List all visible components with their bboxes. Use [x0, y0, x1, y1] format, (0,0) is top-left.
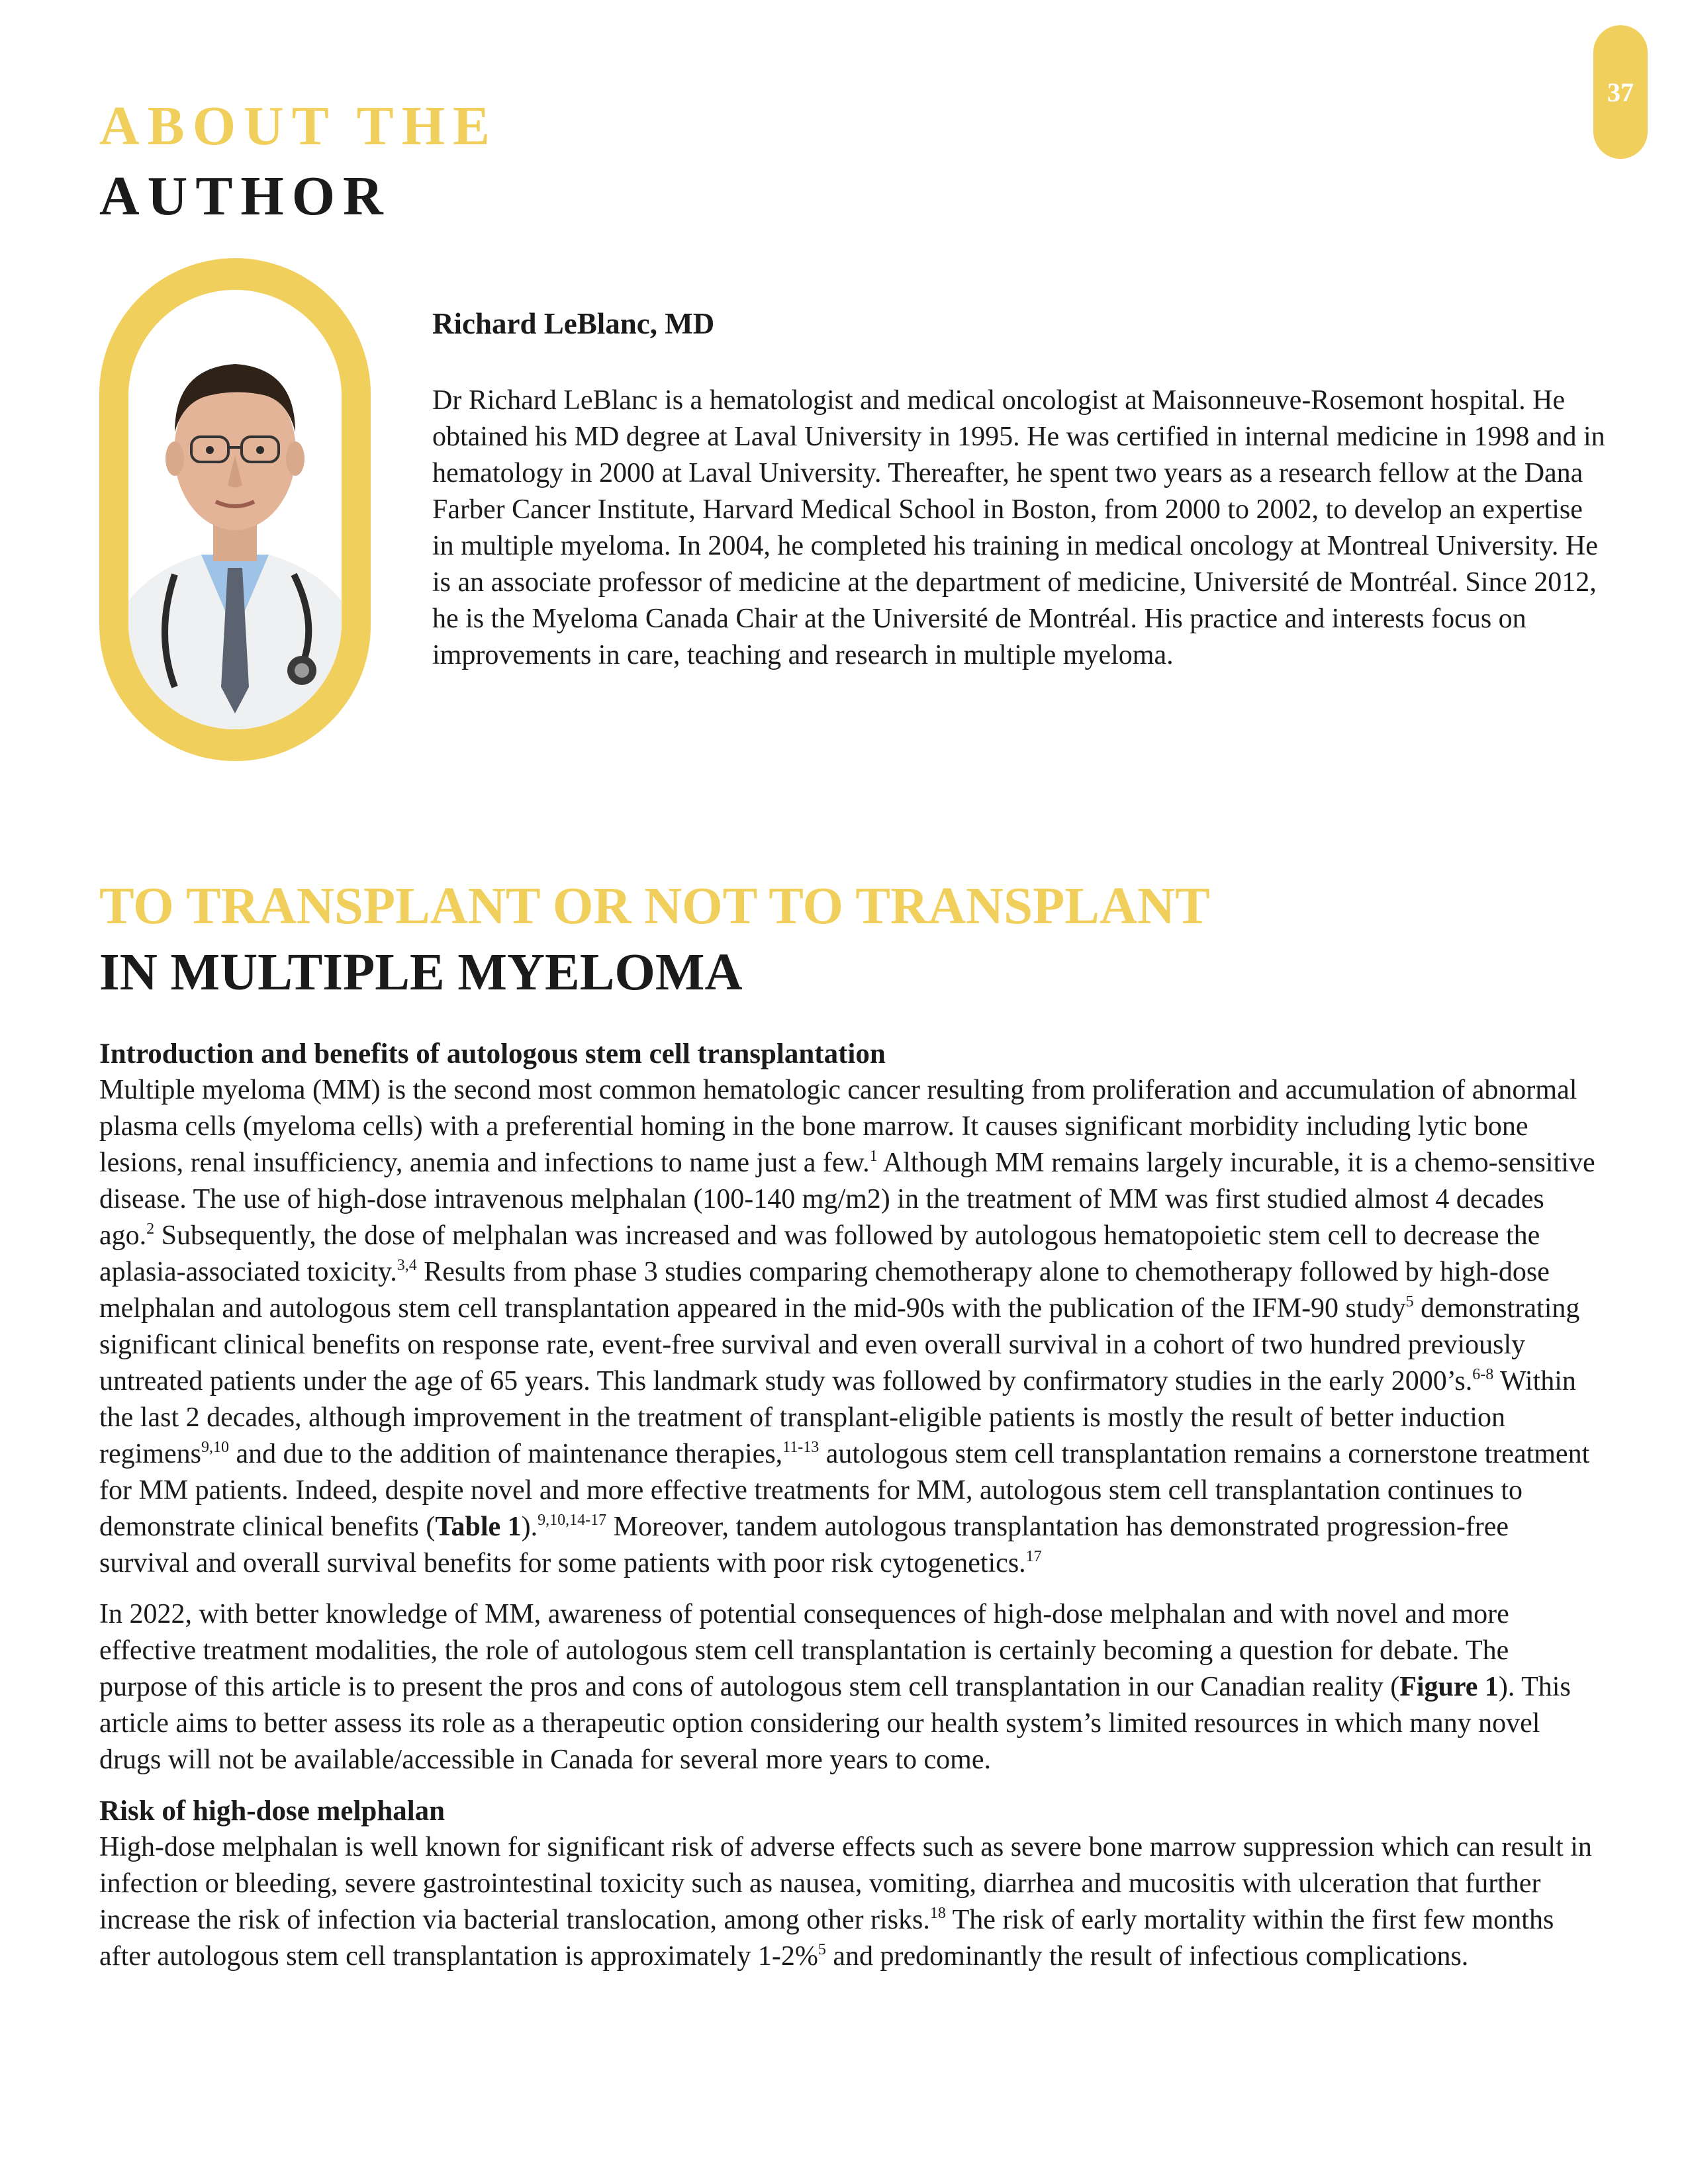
text-run: and predominantly the result of infectious complications. [825, 1941, 1469, 1972]
page-number: 37 [1607, 77, 1634, 107]
text-run: Subsequently, the dose of melphalan was increased and was followed by autologous hematopoietic stem cell to decrease the aplasia-associated toxicity. [99, 1220, 1540, 1287]
citation: 9,10 [201, 1439, 229, 1456]
article-title-line2: IN MULTIPLE MYELOMA [99, 944, 743, 1001]
article-title [99, 874, 1210, 1006]
article-body [99, 1036, 1595, 1975]
paragraph-intro [99, 1072, 1595, 1582]
text-run: Multiple myeloma (MM) is the second most common hematologic cancer resulting from proliferation and accumulation of abnormal plasma cells (myeloma cells) with a preferential homing in the bone marrow. It causes significant morbidity including lytic bone lesions, renal insufficiency, anemia and infections to name just a few. [99, 1075, 1577, 1178]
author-portrait-frame [99, 258, 371, 761]
citation: 11-13 [782, 1439, 820, 1456]
text-run: Results from phase 3 studies comparing chemotherapy alone to chemotherapy followed by high-dose melphalan and autologous stem cell transplantation appeared in the mid-90s with the publication of the IFM-90 study [99, 1257, 1550, 1324]
citation: 5 [818, 1941, 826, 1958]
about-heading-line2: AUTHOR [99, 165, 391, 227]
text-run: autologous stem cell transplantation remains a cornerstone treatment for MM patients. Indeed, despite novel and more effective treatments for MM, autologous stem cell transplantation continues to demonstrate clinical benefits ( [99, 1439, 1590, 1542]
author-bio: Dr Richard LeBlanc is a hematologist and medical oncologist at Maisonneuve-Rosemont hospital. He obtained his MD degree at Laval University in 1995. He was certified in internal medicine in 1998 and in hematology in 2000 at Laval University. Thereafter, he spent two years as a research fellow at the Dana Farber Cancer Institute, Harvard Medical School in Boston, from 2000 to 2002, to develop an expertise in multiple myeloma. In 2004, he completed his training in medical oncology at Montreal University. He is an associate professor of medicine at the department of medicine, Université de Montréal. Since 2012, he is the Myeloma Canada Chair at the Université de Montréal. His practice and interests focus on improvements in care, teaching and research in multiple myeloma. [432, 385, 1605, 670]
section-heading-risk: Risk of high-dose melphalan [99, 1796, 445, 1827]
table-reference: Table 1 [435, 1512, 522, 1542]
author-photo [128, 290, 342, 729]
text-run: demonstrating significant clinical benefits on response rate, event-free survival and even overall survival in a cohort of two hundred previously untreated patients under the age of 65 years. This landmark study was followed by confirmatory studies in the early 2000’s. [99, 1293, 1580, 1396]
text-run: Although MM remains largely incurable, it is a chemo-sensitive disease. The use of high-dose intravenous melphalan (100-140 mg/m2) in the treatment of MM was first studied almost 4 decades ago. [99, 1148, 1595, 1251]
text-run: Within the last 2 decades, although improvement in the treatment of transplant-eligible patients is mostly the result of better induction regimens [99, 1366, 1576, 1469]
citation: 2 [146, 1220, 155, 1238]
citation: 6-8 [1472, 1366, 1494, 1383]
citation: 5 [1405, 1293, 1414, 1310]
citation: 1 [869, 1148, 878, 1165]
text-run: Moreover, tandem autologous transplantation has demonstrated progression-free survival and overall survival benefits for some patients with poor risk cytogenetics. [99, 1512, 1509, 1578]
paragraph-gap [99, 1778, 1595, 1793]
paragraph-gap [99, 1582, 1595, 1596]
paragraph-debate [99, 1596, 1595, 1778]
paragraph-risk [99, 1829, 1595, 1975]
text-run: ). This article aims to better assess its role as a therapeutic option considering our health system’s limited resources in which many novel drugs will not be available/accessible in Canada for several more years to come. [99, 1672, 1571, 1775]
text-run: and due to the addition of maintenance therapies, [228, 1439, 783, 1469]
citation: 17 [1025, 1548, 1042, 1565]
citation: 3,4 [397, 1257, 417, 1274]
section-heading-intro: Introduction and benefits of autologous stem cell transplantation [99, 1038, 886, 1069]
figure-reference: Figure 1 [1399, 1672, 1499, 1702]
text-run: The risk of early mortality within the first few months after autologous stem cell transplantation is approximately 1-2% [99, 1905, 1554, 1972]
author-name: Richard LeBlanc, MD [432, 307, 715, 340]
about-author-heading [99, 91, 498, 232]
citation: 18 [929, 1905, 946, 1922]
citation: 9,10,14-17 [538, 1512, 607, 1529]
article-title-line1: TO TRANSPLANT OR NOT TO TRANSPLANT [99, 878, 1210, 935]
page-number-badge [1593, 25, 1648, 159]
text-run: In 2022, with better knowledge of MM, awareness of potential consequences of high-dose melphalan and with novel and more effective treatment modalities, the role of autologous stem cell transplantation is certainly becoming a question for debate. The purpose of this article is to present the pros and cons of autologous stem cell transplantation in our Canadian reality ( [99, 1599, 1509, 1702]
text-run: High-dose melphalan is well known for significant risk of adverse effects such as severe bone marrow suppression which can result in infection or bleeding, severe gastrointestinal toxicity such as nausea, vomiting, diarrhea and mucositis with ulceration that further increase the risk of infection via bacterial translocation, among other risks. [99, 1832, 1592, 1935]
about-heading-line1: ABOUT THE [99, 95, 498, 157]
author-photo-illustration [128, 290, 342, 729]
text-run: ). [521, 1512, 538, 1542]
